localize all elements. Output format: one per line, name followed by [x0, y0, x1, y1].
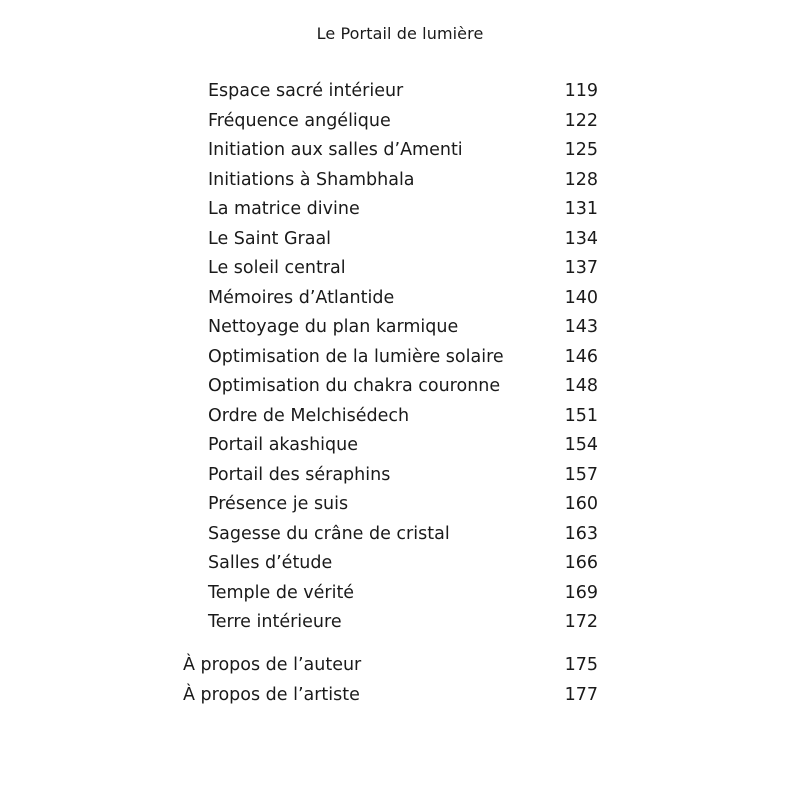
toc-entry-title: Mémoires d’Atlantide: [208, 287, 395, 308]
toc-entry: [208, 314, 598, 340]
toc-entry: [208, 167, 598, 193]
toc-entry-title: Portail akashique: [208, 435, 359, 455]
toc-entry-title: Initiation aux salles d’Amenti: [208, 140, 463, 160]
toc-entry: [208, 344, 598, 370]
toc-entry-title: Optimisation de la lumière solaire: [208, 346, 504, 367]
toc-entry-main: [183, 682, 598, 708]
toc-entry-title: Terre intérieure: [208, 612, 342, 632]
toc-entry-page: 169: [564, 582, 598, 603]
toc-entry-title: Salles d’étude: [208, 553, 333, 573]
toc-entry-title: Le soleil central: [208, 258, 346, 278]
toc-entry-page: 166: [564, 553, 598, 573]
toc-entry-title: Espace sacré intérieur: [208, 81, 404, 101]
toc-entry-page: 125: [564, 140, 598, 160]
toc-entry-page: 128: [564, 169, 598, 190]
toc-entry-page: 157: [564, 464, 598, 485]
toc-entry-page: 177: [564, 685, 598, 705]
toc-entry-page: 151: [564, 405, 598, 426]
toc-entry-page: 148: [564, 376, 598, 396]
toc-entry-page: 131: [564, 199, 598, 219]
toc-entry: [208, 108, 598, 134]
toc-entry: [208, 580, 598, 606]
toc-entry-page: 140: [564, 287, 598, 308]
toc-entry: [208, 196, 598, 222]
toc-entry: [208, 137, 598, 163]
toc-entry-page: 143: [564, 317, 598, 337]
toc-entry-title: Ordre de Melchisédech: [208, 405, 410, 426]
toc-entry-page: 146: [564, 346, 598, 367]
toc-entry: [208, 462, 598, 488]
toc-entry-title: Optimisation du chakra couronne: [208, 376, 501, 396]
toc-entry-page: 122: [564, 110, 598, 131]
toc-entry: [208, 226, 598, 252]
toc-entry-title: La matrice divine: [208, 199, 360, 219]
toc-entry: [208, 403, 598, 429]
toc-entry-page: 175: [564, 655, 598, 675]
toc-entry: [208, 285, 598, 311]
toc-entry: [208, 78, 598, 104]
toc-entry: [208, 432, 598, 458]
toc-entry-title: À propos de l’artiste: [183, 685, 360, 705]
toc-entry: [208, 491, 598, 517]
toc-entry-page: 119: [564, 81, 598, 101]
toc-entry-title: Nettoyage du plan karmique: [208, 317, 459, 337]
toc-entry-title: Temple de vérité: [208, 582, 355, 603]
toc-entry-page: 154: [564, 435, 598, 455]
toc-entry: [208, 521, 598, 547]
toc-entry-page: 137: [564, 258, 598, 278]
running-header: Le Portail de lumière: [316, 24, 484, 43]
toc-entry: [208, 255, 598, 281]
toc-entry-page: 134: [564, 228, 598, 249]
toc-entry: [208, 550, 598, 576]
toc-entry-title: Initiations à Shambhala: [208, 169, 415, 190]
toc-entry-title: Sagesse du crâne de cristal: [208, 523, 450, 544]
toc-entry-title: Portail des séraphins: [208, 464, 391, 485]
toc-entry-title: À propos de l’auteur: [183, 655, 362, 675]
toc-entry-page: 160: [564, 494, 598, 514]
toc-entry-title: Le Saint Graal: [208, 228, 332, 249]
toc-entry-title: Fréquence angélique: [208, 110, 391, 131]
toc-entry-page: 172: [564, 612, 598, 632]
toc-entry-page: 163: [564, 523, 598, 544]
toc-entry: [208, 609, 598, 635]
toc-entry-title: Présence je suis: [208, 494, 349, 514]
toc-entry: [208, 373, 598, 399]
toc-entry-main: [183, 652, 598, 678]
